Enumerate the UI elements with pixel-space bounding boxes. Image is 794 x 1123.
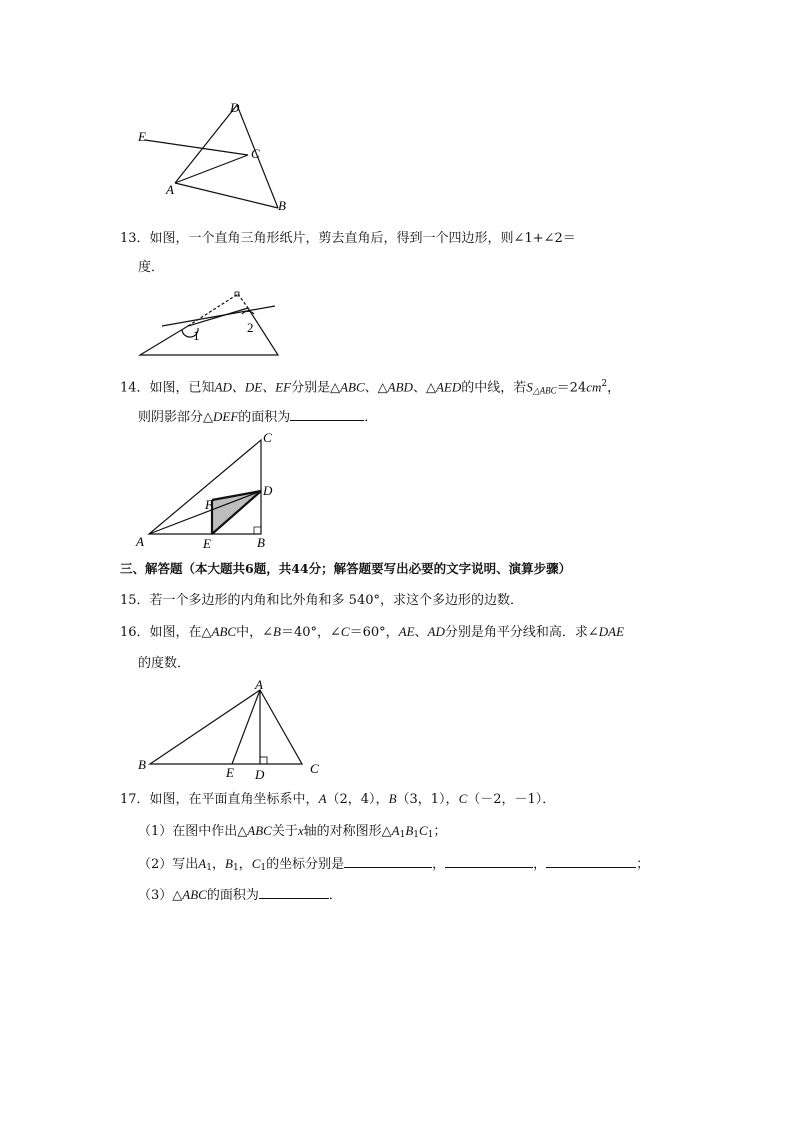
label-B: B bbox=[138, 757, 146, 772]
label-A: A bbox=[255, 678, 263, 692]
q17-b1-blank[interactable] bbox=[445, 855, 533, 868]
angle-1-label: 1 bbox=[193, 328, 200, 343]
q15-line: 15．若一个多边形的内角和比外角和多 540°，求这个多边形的边数． bbox=[120, 593, 523, 608]
label-D: D bbox=[255, 767, 265, 782]
figure-q12 bbox=[130, 95, 300, 215]
q14-line2: 则阴影部分△DEF的面积为 ． bbox=[138, 409, 378, 425]
figure-q14 bbox=[130, 428, 290, 553]
q17-c1-blank[interactable] bbox=[546, 855, 636, 868]
label-D: D bbox=[263, 483, 273, 498]
label-E: E bbox=[226, 765, 234, 780]
q13-line1: 13．如图，一个直角三角形纸片，剪去直角后，得到一个四边形，则∠1+∠2＝ bbox=[120, 231, 576, 246]
q16-line1: 16．如图，在△ABC中，∠B＝40°，∠C＝60°，AE、AD分别是角平分线和高．求∠DAE bbox=[120, 624, 625, 640]
label-C: C bbox=[310, 761, 319, 776]
q14-answer-blank[interactable] bbox=[290, 408, 364, 421]
label-E: E bbox=[203, 536, 211, 551]
q13-line2: 度． bbox=[138, 260, 165, 275]
q17-line1: 17．如图，在平面直角坐标系中，A（2，4），B（3，1），C（－2，－1）． bbox=[120, 791, 556, 807]
q17-area-blank[interactable] bbox=[259, 886, 329, 899]
label-D: D bbox=[230, 100, 240, 115]
q17-a1-blank[interactable] bbox=[344, 855, 432, 868]
q17-part3: （3）△ABC的面积为 ． bbox=[138, 887, 342, 903]
label-B: B bbox=[278, 198, 286, 213]
label-C: C bbox=[251, 146, 260, 161]
label-B: B bbox=[257, 535, 265, 550]
q16-line2: 的度数． bbox=[138, 656, 191, 671]
label-F: F bbox=[205, 497, 213, 512]
angle-2-label: 2 bbox=[247, 320, 254, 335]
label-A: A bbox=[136, 534, 144, 549]
figure-q13 bbox=[130, 290, 290, 365]
label-C: C bbox=[263, 430, 272, 445]
label-E: E bbox=[138, 129, 146, 144]
q17-part1: （1）在图中作出△ABC关于x轴的对称图形$\triangle A_1B_1C_1$； bbox=[138, 823, 447, 840]
section-heading: 三、解答题（本大题共6题，共44分；解答题要写出必要的文字说明、演算步骤） bbox=[120, 561, 572, 576]
label-A: A bbox=[166, 182, 174, 197]
q14-line1: 14．如图，已知AD、DE、EF分别是△ABC、△ABD、△AED的中线，若$S_{\triangle ABC}=24cm^2$， bbox=[120, 379, 621, 396]
figure-q16 bbox=[130, 678, 330, 783]
q17-part2: （2）写出$A_1$，$B_1$，$C_1$的坐标分别是 ， ， ； bbox=[138, 856, 650, 873]
